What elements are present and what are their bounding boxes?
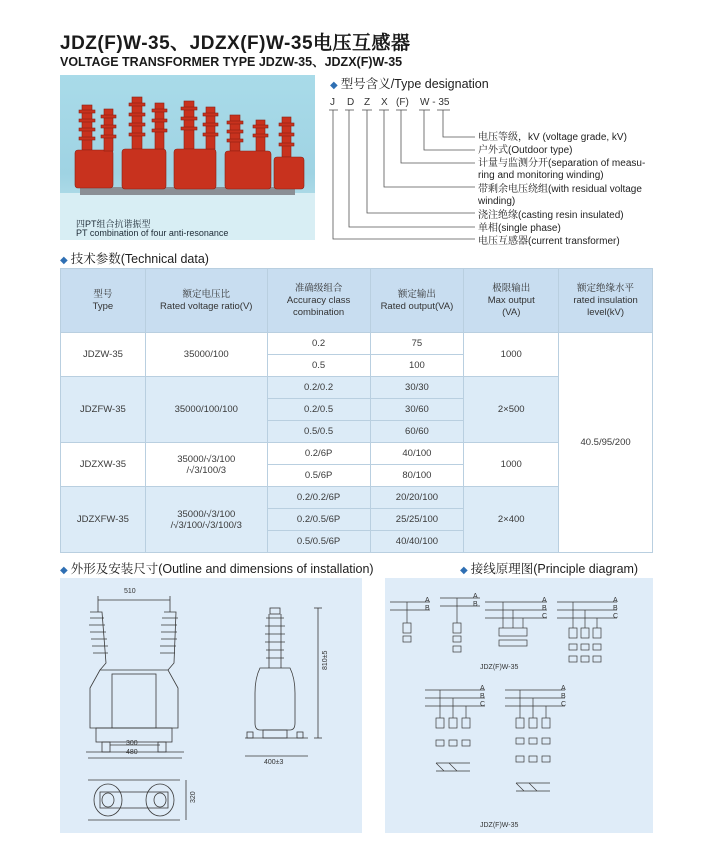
dim-height: 810±5 <box>322 650 329 670</box>
cell-max-output: 1000 <box>464 443 559 487</box>
code-part-z: Z <box>364 97 371 108</box>
code-part-voltage: W - 35 <box>420 97 450 108</box>
product-photo <box>60 75 315 240</box>
code-part-x: X <box>381 97 388 108</box>
cell-output: 20/20/100 <box>370 487 464 509</box>
designation-line: 电压互感器(current transformer) <box>478 236 620 247</box>
cell-type: JDZW-35 <box>61 333 146 377</box>
table-row <box>61 333 653 355</box>
phase-b-label: B <box>425 605 430 612</box>
phase-c-label: C <box>542 613 548 620</box>
cell-type: JDZXFW-35 <box>61 487 146 553</box>
header-insulation: 额定绝缘水平 rated insulation level(kV) <box>559 269 653 333</box>
code-part-j: J <box>330 97 335 108</box>
cell-max-output: 2×400 <box>464 487 559 553</box>
header-ratio: 额定电压比 Rated voltage ratio(V) <box>145 269 267 333</box>
designation-line: 单相(single phase) <box>478 223 561 234</box>
table-header-row <box>61 269 653 333</box>
phase-a-label: A <box>561 685 566 692</box>
cell-max-output: 2×500 <box>464 377 559 443</box>
cell-output: 80/100 <box>370 465 464 487</box>
designation-line: winding) <box>478 196 516 207</box>
tech-heading: ◆ 技术参数(Technical data) <box>60 252 209 266</box>
cell-output: 100 <box>370 355 464 377</box>
cell-type: JDZXW-35 <box>61 443 146 487</box>
designation-line: ring and monitoring winding) <box>478 170 604 181</box>
dim-side-base: 400±3 <box>264 759 284 766</box>
dim-base-inner: 300 <box>126 740 138 747</box>
diamond-bullet-icon: ◆ <box>60 565 68 576</box>
designation-line: 计量与监测分开(separation of measu- <box>478 158 646 169</box>
designation-line: 电压等级，kV (voltage grade, kV) <box>478 132 627 143</box>
header-accuracy: 准确级组合 Accuracy class combination <box>267 269 370 333</box>
outline-drawing <box>60 578 362 833</box>
phase-a-label: A <box>542 597 547 604</box>
header-type: 型号 Type <box>61 269 146 333</box>
phase-c-label: C <box>480 701 486 708</box>
designation-line: 户外式(Outdoor type) <box>478 145 573 156</box>
designation-heading: ◆ 型号含义/Type designation <box>330 77 489 91</box>
diamond-bullet-icon: ◆ <box>460 565 468 576</box>
cell-output: 40/100 <box>370 443 464 465</box>
diamond-bullet-icon: ◆ <box>330 80 338 91</box>
cell-output: 40/40/100 <box>370 531 464 553</box>
principle-diagram-panel <box>385 578 653 833</box>
photo-caption-cn: 四PT组合抗谐振型 <box>76 219 151 229</box>
cell-accuracy: 0.2/0.2/6P <box>267 487 370 509</box>
phase-b-label: B <box>613 605 618 612</box>
outline-heading: ◆ 外形及安装尺寸(Outline and dimensions of installation) <box>60 562 374 576</box>
dim-base-outer: 480 <box>126 749 138 756</box>
phase-b-label: B <box>480 693 485 700</box>
cell-ratio: 35000/100/100 <box>145 377 267 443</box>
photo-caption-en: PT combination of four anti-resonance <box>76 228 229 238</box>
page-title: JDZ(F)W-35、JDZX(F)W-35电压互感器 <box>60 33 411 54</box>
cell-output: 75 <box>370 333 464 355</box>
cell-accuracy: 0.2 <box>267 333 370 355</box>
designation-line: 带剩余电压绕组(with residual voltage <box>478 184 642 195</box>
cell-accuracy: 0.2/0.5 <box>267 399 370 421</box>
phase-c-label: C <box>613 613 619 620</box>
cell-accuracy: 0.5/0.5/6P <box>267 531 370 553</box>
code-part-f: (F) <box>396 97 409 108</box>
header-output: 额定输出 Rated output(VA) <box>370 269 464 333</box>
technical-data-table <box>60 268 653 553</box>
cell-ratio: 35000/√3/100 /√3/100/3 <box>145 443 267 487</box>
phase-a-label: A <box>473 593 478 600</box>
principle-heading: ◆ 接线原理图(Principle diagram) <box>460 562 639 576</box>
cell-output: 60/60 <box>370 421 464 443</box>
cell-output: 30/60 <box>370 399 464 421</box>
cell-output: 30/30 <box>370 377 464 399</box>
principle-caption-2: JDZ(F)W-35 <box>480 822 519 829</box>
outline-drawing-panel <box>60 578 362 833</box>
dim-top-width: 510 <box>124 588 136 595</box>
phase-b-label: B <box>561 693 566 700</box>
dim-plan-depth: 320 <box>190 791 197 803</box>
transformer-photo-illustration <box>60 75 315 240</box>
phase-b-label: B <box>542 605 547 612</box>
designation-line: 浇注绝缘(casting resin insulated) <box>478 210 624 221</box>
cell-ratio: 35000/100 <box>145 333 267 377</box>
cell-accuracy: 0.2/0.5/6P <box>267 509 370 531</box>
cell-accuracy: 0.5 <box>267 355 370 377</box>
cell-ratio: 35000/√3/100 /√3/100/√3/100/3 <box>145 487 267 553</box>
cell-accuracy: 0.5/6P <box>267 465 370 487</box>
code-part-d: D <box>347 97 355 108</box>
cell-accuracy: 0.2/0.2 <box>267 377 370 399</box>
phase-a-label: A <box>613 597 618 604</box>
phase-c-label: C <box>561 701 567 708</box>
cell-accuracy: 0.5/0.5 <box>267 421 370 443</box>
cell-max-output: 1000 <box>464 333 559 377</box>
cell-type: JDZFW-35 <box>61 377 146 443</box>
principle-caption-1: JDZ(F)W-35 <box>480 664 519 671</box>
header-max-output: 极限输出 Max output (VA) <box>464 269 559 333</box>
cell-insulation: 40.5/95/200 <box>559 333 653 553</box>
page-subtitle: VOLTAGE TRANSFORMER TYPE JDZW-35、JDZX(F)W-35 <box>60 55 403 69</box>
phase-b-label: B <box>473 601 478 608</box>
diamond-bullet-icon: ◆ <box>60 255 68 266</box>
cell-output: 25/25/100 <box>370 509 464 531</box>
phase-a-label: A <box>425 597 430 604</box>
phase-a-label: A <box>480 685 485 692</box>
designation-leader-lines <box>325 105 485 245</box>
cell-accuracy: 0.2/6P <box>267 443 370 465</box>
